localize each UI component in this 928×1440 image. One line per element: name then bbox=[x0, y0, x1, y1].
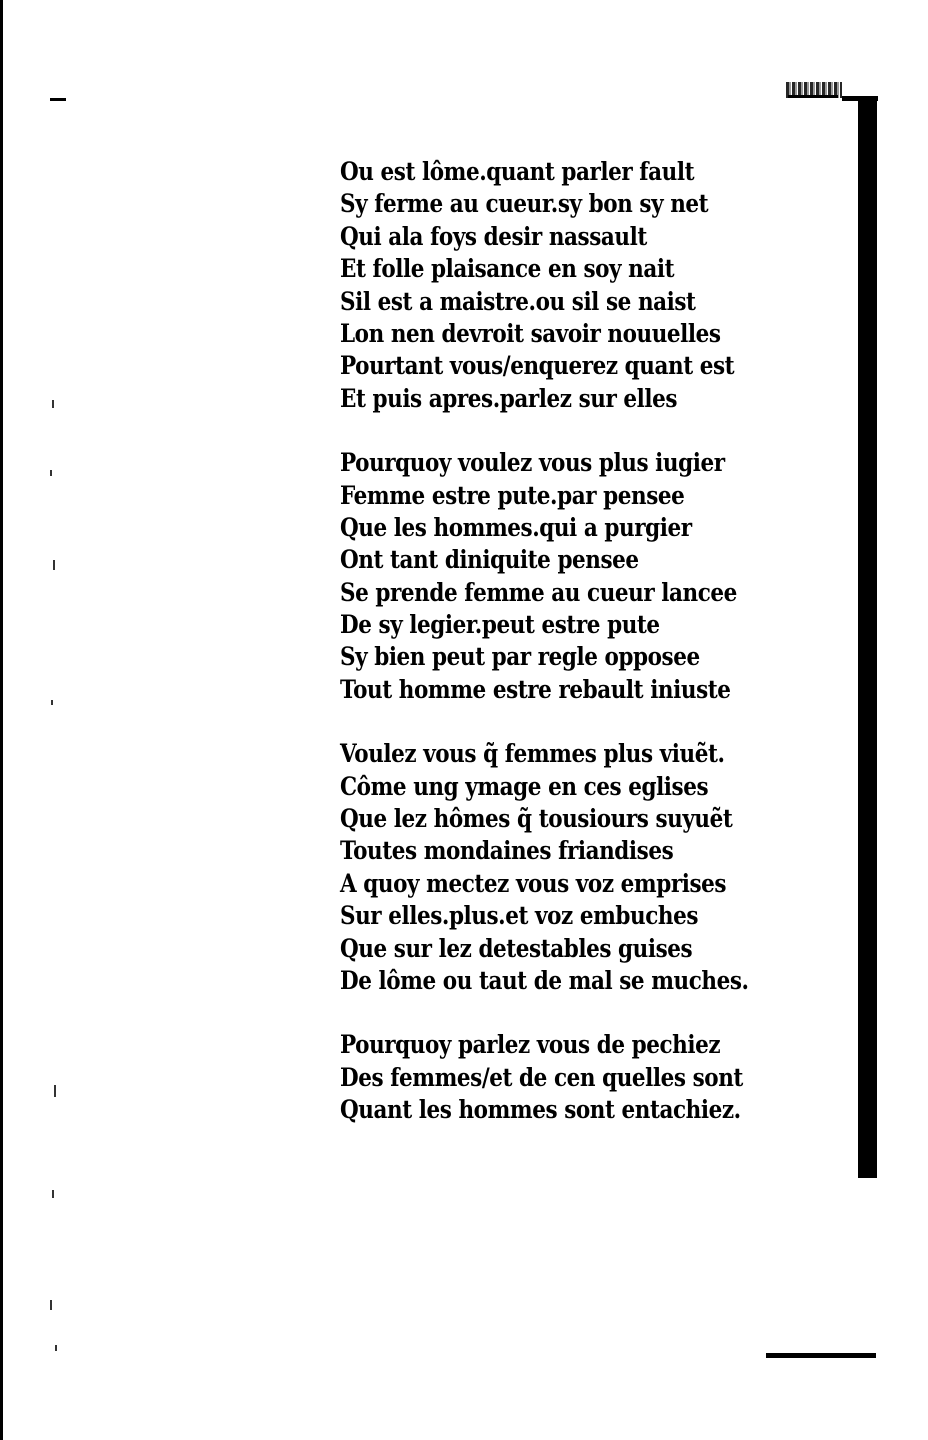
verse-line: Sy ferme au cueur.sy bon sy net bbox=[340, 189, 709, 219]
verse-line: Ou est lôme.quant parler fault bbox=[340, 157, 695, 186]
verse-line: Tout homme estre rebault iniuste bbox=[340, 674, 731, 704]
bottom-rule bbox=[766, 1353, 876, 1358]
verse-line: Pourquoy voulez vous plus iugier bbox=[340, 448, 725, 478]
verse-line: Sy bien peut par regle opposee bbox=[340, 642, 700, 672]
verse-line: Pourquoy parlez vous de pechiez bbox=[340, 1030, 721, 1060]
stanza-2 bbox=[340, 447, 820, 706]
margin-mark bbox=[50, 98, 66, 101]
verse-line: Et folle plaisance en soy nait bbox=[340, 254, 675, 284]
verse-line: Pourtant vous/enquerez quant est bbox=[340, 351, 735, 381]
verse-line: Voulez vous q̃ femmes plus viuẽt. bbox=[340, 739, 725, 769]
verse-line: Se prende femme au cueur lancee bbox=[340, 577, 737, 607]
stanza-4 bbox=[340, 1029, 820, 1126]
verse-line: Sil est a maistre.ou sil se naist bbox=[340, 286, 696, 316]
verse-line: Ont tant diniquite pensee bbox=[340, 545, 639, 575]
verse-line: Toutes mondaines friandises bbox=[340, 836, 674, 866]
verse-line: A quoy mectez vous voz emprises bbox=[340, 868, 727, 898]
verse-line: Et puis apres.parlez sur elles bbox=[340, 383, 678, 413]
verse-text bbox=[340, 156, 820, 1159]
verse-line: Qui ala foys desir nassault bbox=[340, 221, 647, 251]
verse-line: De lôme ou taut de mal se muches. bbox=[340, 965, 749, 995]
verse-line: Que sur lez detestables guises bbox=[340, 933, 693, 963]
verse-line: De sy legier.peut estre pute bbox=[340, 610, 660, 640]
verse-line: Que lez hômes q̃ tousiours suyuẽt bbox=[340, 804, 733, 834]
page-right-edge bbox=[858, 98, 877, 1178]
verse-line: Des femmes/et de cen quelles sont bbox=[340, 1062, 743, 1092]
stanza-3 bbox=[340, 738, 820, 997]
stanza-1 bbox=[340, 156, 820, 415]
page-left-edge bbox=[0, 0, 3, 1440]
verse-line: Quant les hommes sont entachiez. bbox=[340, 1095, 741, 1125]
verse-line: Femme estre pute.par pensee bbox=[340, 480, 685, 510]
verse-line: Côme ung ymage en ces eglises bbox=[340, 771, 709, 801]
verse-line: Sur elles.plus.et voz embuches bbox=[340, 901, 699, 931]
ink-smudge-line bbox=[788, 95, 838, 98]
verse-line: Lon nen devroit savoir nouuelles bbox=[340, 318, 721, 348]
verse-line: Que les hommes.qui a purgier bbox=[340, 512, 692, 542]
